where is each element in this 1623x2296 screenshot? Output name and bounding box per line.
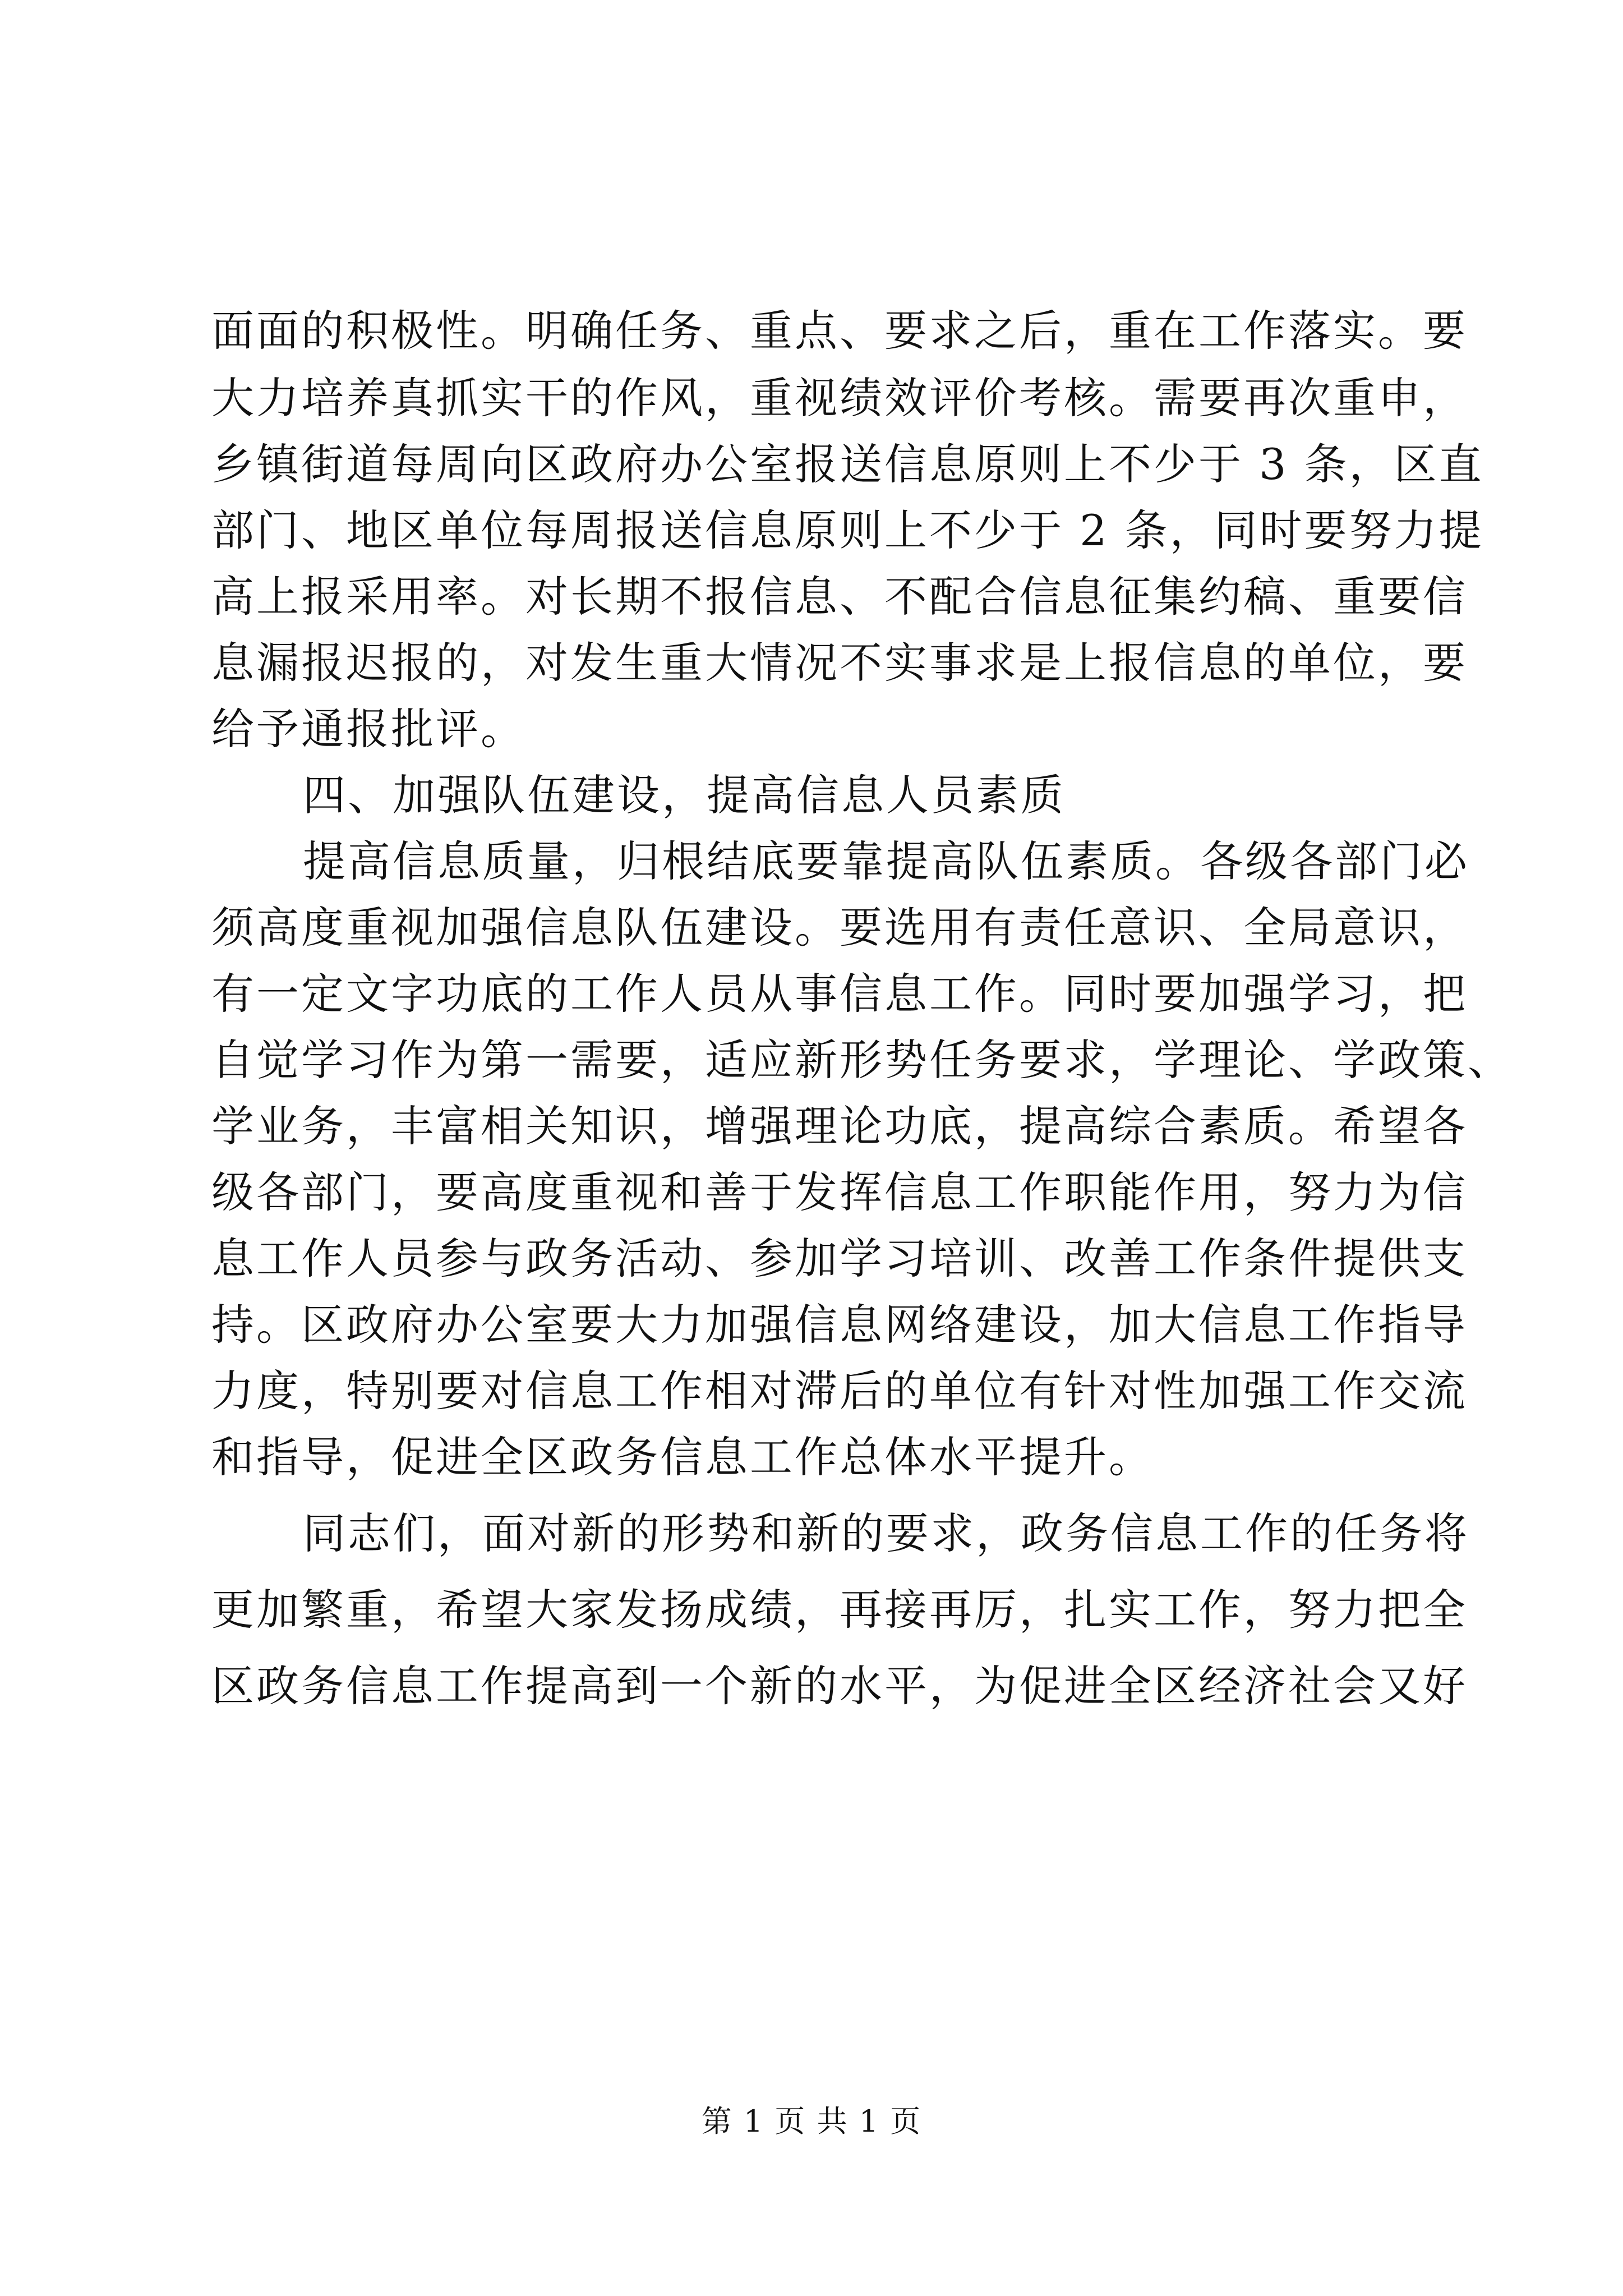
text-line: 级各部门，要高度重视和善于发挥信息工作职能作用，努力为信 <box>211 1167 1468 1217</box>
text-line: 同志们，面对新的形势和新的要求，政务信息工作的任务将 <box>303 1508 1469 1558</box>
text-line: 息漏报迟报的，对发生重大情况不实事求是上报信息的单位，要 <box>211 638 1468 688</box>
text-line: 提高信息质量，归根结底要靠提高队伍素质。各级各部门必 <box>303 836 1469 886</box>
text-line: 更加繁重，希望大家发扬成绩，再接再厉，扎实工作，努力把全 <box>211 1585 1468 1635</box>
text-line: 大力培养真抓实干的作风，重视绩效评价考核。需要再次重申， <box>211 373 1468 423</box>
text-line: 面面的积极性。明确任务、重点、要求之后，重在工作落实。要 <box>211 306 1468 356</box>
text-line: 和指导，促进全区政务信息工作总体水平提升。 <box>211 1432 1154 1482</box>
section-heading: 四、加强队伍建设，提高信息人员素质 <box>303 770 1066 820</box>
text-line: 须高度重视加强信息队伍建设。要选用有责任意识、全局意识， <box>211 903 1468 953</box>
text-line: 自觉学习作为第一需要，适应新形势任务要求，学理论、学政策、 <box>211 1035 1513 1085</box>
text-line: 高上报采用率。对长期不报信息、不配合信息征集约稿、重要信 <box>211 572 1468 622</box>
text-line: 力度，特别要对信息工作相对滞后的单位有针对性加强工作交流 <box>211 1366 1468 1416</box>
text-line: 息工作人员参与政务活动、参加学习培训、改善工作条件提供支 <box>211 1234 1468 1283</box>
text-line: 学业务，丰富相关知识，增强理论功底，提高综合素质。希望各 <box>211 1101 1468 1151</box>
text-line: 乡镇街道每周向区政府办公室报送信息原则上不少于 3 条，区直 <box>211 439 1484 489</box>
page-number-footer: 第 1 页 共 1 页 <box>701 2104 922 2139</box>
text-line: 给予通报批评。 <box>211 704 525 754</box>
text-line: 持。区政府办公室要大力加强信息网络建设，加大信息工作指导 <box>211 1300 1468 1350</box>
text-line: 部门、地区单位每周报送信息原则上不少于 2 条，同时要努力提 <box>211 505 1484 555</box>
text-line: 区政务信息工作提高到一个新的水平，为促进全区经济社会又好 <box>211 1661 1468 1711</box>
text-line: 有一定文字功底的工作人员从事信息工作。同时要加强学习，把 <box>211 969 1468 1019</box>
